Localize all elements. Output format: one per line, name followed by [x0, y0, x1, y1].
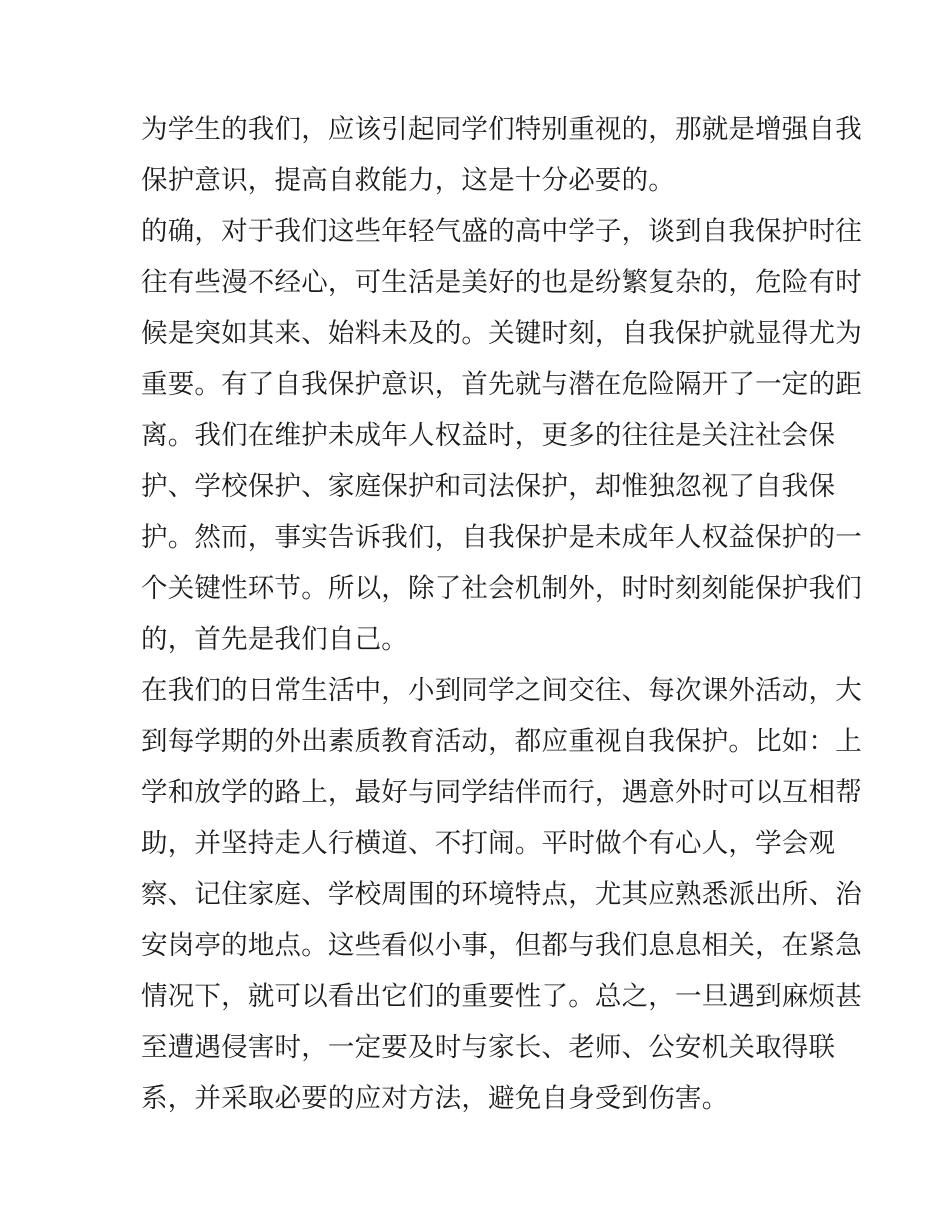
text-line: 个关键性环节。所以，除了社会机制外，时时刻刻能保护我们 [141, 573, 862, 604]
text-line: 的确，对于我们这些年轻气盛的高中学子，谈到自我保护时往 [141, 216, 862, 247]
text-line: 保护意识，提高自救能力，这是十分必要的。 [141, 165, 675, 196]
text-line: 护、学校保护、家庭保护和司法保护，却惟独忽视了自我保 [141, 471, 836, 502]
text-line: 学和放学的路上，最好与同学结伴而行，遇意外时可以互相帮 [141, 777, 862, 808]
text-line: 安岗亭的地点。这些看似小事，但都与我们息息相关，在紧急 [141, 930, 862, 961]
text-line: 候是突如其来、始料未及的。关键时刻，自我保护就显得尤为 [141, 318, 862, 349]
text-line: 重要。有了自我保护意识，首先就与潜在危险隔开了一定的距 [141, 369, 862, 400]
text-body [141, 104, 862, 1124]
text-line: 助，并坚持走人行横道、不打闹。平时做个有心人，学会观 [141, 828, 836, 859]
text-line: 在我们的日常生活中，小到同学之间交往、每次课外活动，大 [141, 675, 862, 706]
text-line: 系，并采取必要的应对方法，避免自身受到伤害。 [141, 1083, 729, 1114]
text-line: 的，首先是我们自己。 [141, 624, 408, 655]
text-line: 为学生的我们，应该引起同学们特别重视的，那就是增强自我 [141, 114, 862, 145]
text-line: 情况下，就可以看出它们的重要性了。总之，一旦遇到麻烦甚 [141, 981, 862, 1012]
text-line: 护。然而，事实告诉我们，自我保护是未成年人权益保护的一 [141, 522, 862, 553]
text-line: 察、记住家庭、学校周围的环境特点，尤其应熟悉派出所、治 [141, 879, 862, 910]
text-line: 离。我们在维护未成年人权益时，更多的往往是关注社会保 [141, 420, 836, 451]
text-line: 往有些漫不经心，可生活是美好的也是纷繁复杂的，危险有时 [141, 267, 862, 298]
text-line: 到每学期的外出素质教育活动，都应重视自我保护。比如：上 [141, 726, 862, 757]
text-line: 至遭遇侵害时，一定要及时与家长、老师、公安机关取得联 [141, 1032, 836, 1063]
